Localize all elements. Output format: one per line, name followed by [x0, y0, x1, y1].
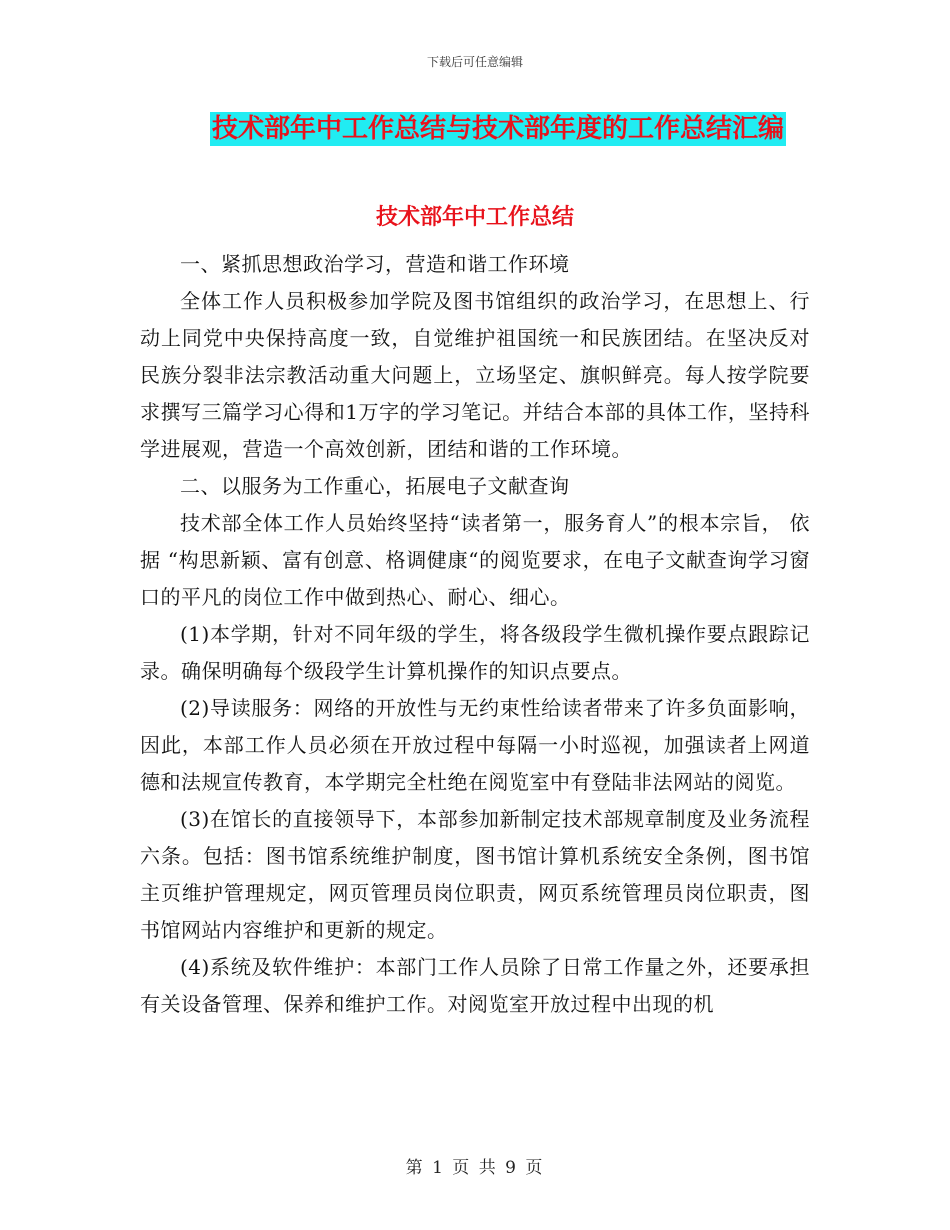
list-item-2: (2)导读服务：网络的开放性与无约束性给读者带来了许多负面影响，因此，本部工作人员必须在开放过程中每隔一小时巡视，加强读者上网道德和法规宣传教育，本学期完全杜绝在阅览室中有登陆非法网站的阅览。: [140, 696, 810, 794]
paragraph-service-focus: 技术部全体工作人员始终坚持“读者第一，服务育人”的根本宗旨， 依据 “构思新颖、富有创意、格调健康“的阅览要求，在电子文献查询学习窗口的平凡的岗位工作中做到热心、耐心、细心。: [140, 511, 810, 609]
section-title: 技术部年中工作总结: [375, 204, 574, 230]
header-note: 下载后可任意编辑: [426, 55, 523, 69]
page-footer: 第 1 页 共 9 页: [405, 1158, 545, 1178]
document-body: [140, 246, 810, 1023]
heading-service-focus: 二、以服务为工作重心，拓展电子文献查询: [180, 474, 570, 498]
list-item-4: (4)系统及软件维护：本部门工作人员除了日常工作量之外，还要承担有关设备管理、保养和维护工作。对阅览室开放过程中出现的机: [140, 955, 810, 1016]
list-item-1: (1)本学期，针对不同年级的学生，将各级段学生微机操作要点跟踪记录。确保明确每个级段学生计算机操作的知识点要点。: [140, 622, 810, 683]
heading-political-study: 一、紧抓思想政治学习，营造和谐工作环境: [180, 252, 570, 276]
list-item-3: (3)在馆长的直接领导下，本部参加新制定技术部规章制度及业务流程六条。包括：图书馆系统维护制度，图书馆计算机系统安全条例，图书馆主页维护管理规定，网页管理员岗位职责，网页系统管理员岗位职责，图书馆网站内容维护和更新的规定。: [140, 807, 810, 942]
document-title: 技术部年中工作总结与技术部年度的工作总结汇编: [211, 114, 784, 144]
paragraph-political-study: 全体工作人员积极参加学院及图书馆组织的政治学习，在思想上、行动上同党中央保持高度一致，自觉维护祖国统一和民族团结。在坚决反对民族分裂非法宗教活动重大问题上，立场坚定、旗帜鲜亮。每人按学院要求撰写三篇学习心得和1万字的学习笔记。并结合本部的具体工作，坚持科学进展观，营造一个高效创新，团结和谐的工作环境。: [140, 289, 810, 461]
document-title-container: [0, 112, 950, 146]
